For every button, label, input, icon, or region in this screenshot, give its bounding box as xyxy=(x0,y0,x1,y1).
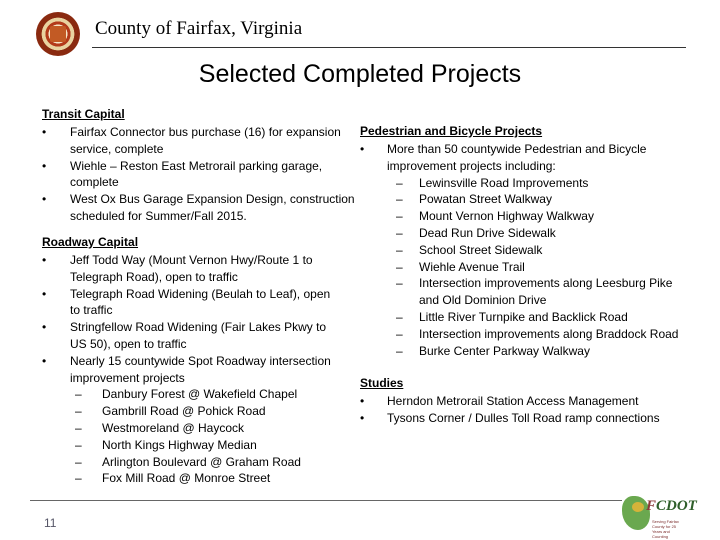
bullet: • xyxy=(360,410,365,425)
list-item xyxy=(360,175,690,192)
dash: – xyxy=(75,387,82,402)
dash: – xyxy=(75,437,82,452)
list-item xyxy=(360,191,690,208)
list-item-text: Tysons Corner / Dulles Toll Road ramp connections xyxy=(387,410,660,425)
list-item-text: School Street Sidewalk xyxy=(419,242,543,257)
list-item xyxy=(360,141,690,359)
list-item xyxy=(360,275,690,309)
dash: – xyxy=(396,192,403,207)
dash: – xyxy=(75,454,82,469)
studies-list xyxy=(360,393,700,427)
page-number: 11 xyxy=(44,516,57,530)
dash: – xyxy=(396,343,403,358)
logo-wordmark: FCDOT xyxy=(646,498,697,514)
bullet: • xyxy=(42,286,47,301)
list-item-text: Little River Turnpike and Backlick Road xyxy=(419,309,628,324)
page-title: Selected Completed Projects xyxy=(198,60,522,88)
list-item-text: Gambrill Road @ Pohick Road xyxy=(102,404,266,419)
list-item-text: Lewinsville Road Improvements xyxy=(419,175,589,190)
dash: – xyxy=(396,242,403,257)
list-item-text: Herndon Metrorail Station Access Management xyxy=(387,394,639,408)
dash: – xyxy=(396,225,403,240)
list-item xyxy=(42,353,342,487)
list-item-text: Intersection improvements along Braddock Road xyxy=(419,326,679,341)
county-name: County of Fairfax, Virginia xyxy=(95,18,303,39)
pedestrian-bicycle-heading: Pedestrian and Bicycle Projects xyxy=(360,124,543,138)
list-item-text: Intersection improvements along Leesburg Pike and Old Dominion Drive xyxy=(419,276,673,308)
list-item-text: Nearly 15 countywide Spot Roadway intersection improvement projects xyxy=(70,353,331,385)
bullet: • xyxy=(360,142,365,156)
list-item xyxy=(360,326,690,343)
list-item-text: More than 50 countywide Pedestrian and Bicycle improvement projects including: xyxy=(387,142,647,173)
list-item xyxy=(42,158,362,192)
list-item-text: Fairfax Connector bus purchase (16) for expansion service, complete xyxy=(70,125,341,156)
bullet: • xyxy=(42,192,47,207)
dash: – xyxy=(396,175,403,190)
studies-heading: Studies xyxy=(360,376,404,390)
list-item-text: West Ox Bus Garage Expansion Design, construction scheduled for Summer/Fall 2015. xyxy=(70,192,355,223)
list-item-text: Burke Center Parkway Walkway xyxy=(419,343,590,358)
dash: – xyxy=(396,259,403,274)
dash: – xyxy=(396,326,403,341)
list-item xyxy=(42,470,342,487)
list-item xyxy=(360,343,690,360)
bullet: • xyxy=(42,158,47,173)
list-item xyxy=(42,454,342,471)
list-item-text: Wiehle – Reston East Metrorail parking garage, complete xyxy=(70,158,323,190)
dash: – xyxy=(75,420,82,435)
list-item xyxy=(42,124,365,158)
list-item-text: Mount Vernon Highway Walkway xyxy=(419,209,594,224)
transit-capital-heading: Transit Capital xyxy=(42,107,125,121)
list-item-text: Fox Mill Road @ Monroe Street xyxy=(102,471,271,486)
list-item xyxy=(360,225,690,242)
roadway-capital-list xyxy=(42,252,342,487)
fcdot-logo-icon xyxy=(622,492,697,539)
pedestrian-bicycle-list xyxy=(360,141,690,359)
list-item-text: Arlington Boulevard @ Graham Road xyxy=(102,454,301,469)
list-item xyxy=(42,386,342,403)
roadway-capital-heading: Roadway Capital xyxy=(42,235,139,249)
spot-improvement-list xyxy=(42,386,342,487)
list-item-text: North Kings Highway Median xyxy=(102,437,257,452)
ped-project-list xyxy=(360,175,690,360)
dash: – xyxy=(396,309,403,324)
list-item-text: Stringfellow Road Widening (Fair Lakes Pkwy to US 50), open to traffic xyxy=(70,320,327,351)
list-item xyxy=(360,242,690,259)
list-item xyxy=(360,208,690,225)
bullet: • xyxy=(42,253,47,267)
footer-divider xyxy=(30,500,622,501)
list-item-text: Dead Run Drive Sidewalk xyxy=(419,225,556,240)
transit-capital-list xyxy=(42,124,365,225)
county-seal-icon xyxy=(36,12,80,56)
bullet: • xyxy=(42,320,47,335)
list-item xyxy=(360,259,690,276)
list-item xyxy=(360,309,690,326)
list-item-text: Jeff Todd Way (Mount Vernon Hwy/Route 1 to Telegraph Road), open to traffic xyxy=(70,253,313,284)
list-item xyxy=(42,403,342,420)
bullet: • xyxy=(42,125,47,139)
dash: – xyxy=(75,404,82,419)
list-item xyxy=(42,319,342,353)
dash: – xyxy=(75,471,82,486)
list-item-text: Wiehle Avenue Trail xyxy=(419,259,525,274)
list-item-text: Danbury Forest @ Wakefield Chapel xyxy=(102,387,298,402)
list-item xyxy=(360,410,700,427)
logo-tagline: Serving Fairfax County for 25 Years and Counting xyxy=(652,519,679,539)
list-item xyxy=(42,437,342,454)
list-item-text: Westmoreland @ Haycock xyxy=(102,420,245,435)
list-item xyxy=(42,252,342,286)
list-item xyxy=(42,420,342,437)
list-item xyxy=(42,191,362,225)
header-divider xyxy=(92,47,686,48)
list-item xyxy=(42,286,342,320)
dash: – xyxy=(396,209,403,224)
list-item xyxy=(360,393,700,410)
bullet: • xyxy=(42,353,47,368)
dash: – xyxy=(396,276,403,291)
list-item-text: Telegraph Road Widening (Beulah to Leaf), open to traffic xyxy=(70,286,331,318)
bullet: • xyxy=(360,394,365,408)
list-item-text: Powatan Street Walkway xyxy=(419,192,552,207)
